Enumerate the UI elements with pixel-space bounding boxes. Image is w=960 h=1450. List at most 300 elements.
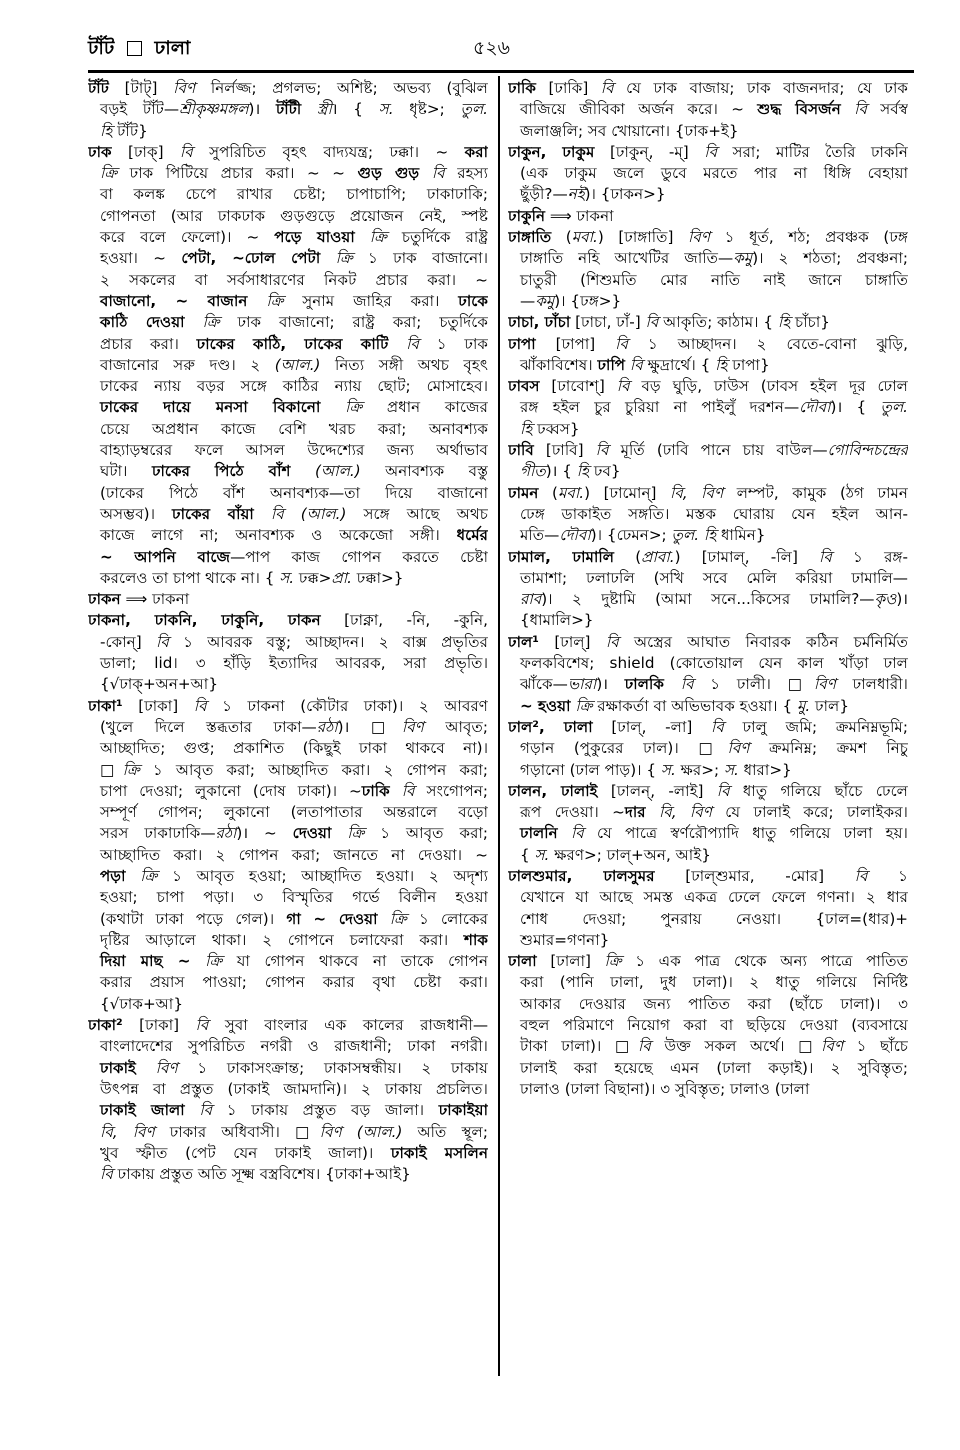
headword: ঢাকের কাঠি, ঢাকের কাটি [196, 334, 389, 353]
entry-first-line [508, 483, 908, 504]
definition-text: খুব স্ফীত (পেট যেন ঢাকাই জালা)। [100, 1143, 391, 1162]
definition-text: ১ ঢাক [418, 334, 488, 353]
entry-first-line [88, 1015, 488, 1036]
entry-continuation-line [88, 781, 488, 802]
grammar-label: বি [388, 334, 419, 353]
headword: ঢাকাই মসলিন [390, 1143, 488, 1162]
entry-first-line [508, 866, 908, 887]
entry-continuation-line [508, 930, 908, 951]
grammar-label: ক্রি [377, 909, 407, 928]
headword: ~ হওয়া [520, 696, 571, 715]
grammar-label: বি [557, 824, 584, 843]
definition-text: সঙ্গে আছে অথচ [346, 504, 488, 523]
definition-text: ঢালু জমি; ক্রমনিম্নভূমি; [723, 717, 908, 736]
grammar-label: বি [419, 164, 445, 183]
definition-text: বড় ঘুড়ি, ঢাউস (ঢাবস হইল দূর ঢোল [629, 377, 908, 396]
definition-text: ক্ষুদ্রার্থে। { [642, 355, 716, 374]
definition-text: )। □ [337, 717, 402, 736]
definition-text: গড়ান (পুকুরের ঢাল)। □ [520, 739, 728, 758]
headword: ঢাকের পিঠে বাঁশ [151, 462, 291, 481]
grammar-label: বি [195, 1016, 209, 1035]
definition-text: ১ ধূর্ত, শঠ; প্রবঞ্চক (ঢঙ্গ [710, 228, 908, 247]
headword: ~ আপনি বাজে [100, 547, 231, 566]
headword: ধর্মের [456, 526, 488, 545]
definition-text: (ঢাকের পিঠে বাঁশ অনাবশ্যক—তা দিয়ে বাজানো [100, 483, 488, 502]
headword: ঢাঙ্গাতি [508, 228, 552, 247]
definition-text: ক্রমনিম্ন; ক্রমশ নিচু [749, 739, 908, 758]
entry-continuation-line [88, 823, 488, 844]
grammar-label: রঠা [215, 824, 237, 843]
grammar-label: ক্রি [320, 249, 353, 268]
definition-text: ঢাক বাজানো; রাষ্ট্র করা; চতুর্দিকে [219, 313, 488, 332]
entry-continuation-line [508, 589, 908, 610]
entry-continuation-line [508, 99, 908, 120]
entry-continuation-line [88, 1143, 488, 1164]
grammar-label: বি [184, 1101, 213, 1120]
definition-text: রূপ দেওয়া। ~ [520, 803, 625, 822]
entry-continuation-line [508, 653, 908, 674]
headword: দিয়া মাছ ~ [100, 952, 191, 971]
definition-text: হওয়া; চাপা পড়া। ৩ বিস্মৃতির গর্ভে বিলীন হওয়া [100, 888, 488, 907]
definition-text: হওয়া। ~ [100, 249, 182, 268]
page-number: ৫২৬ [473, 37, 511, 59]
definition-text: যে ঢালাই করে; ঢালাইকর। [711, 803, 908, 822]
headword: ঢাকে [458, 291, 488, 310]
entry-first-line [508, 312, 908, 333]
dictionary-entry [508, 376, 908, 440]
definition-text: করলেও তা চাপা থাকে না। { [100, 568, 280, 587]
definition-text: [ঢালন্, -লাই] [597, 781, 717, 800]
grammar-label: বি [664, 675, 694, 694]
grammar-label: বি [840, 100, 867, 119]
entry-first-line [88, 610, 488, 631]
definition-text: [ঢাবোশ্] [539, 377, 617, 396]
grammar-label: ভারা [567, 675, 597, 694]
column-divider [498, 76, 500, 1376]
definition-text: বাহ্যাড়ম্বরের ফলে আসল উদ্দেশ্যের জন্য অর্থাভাব [100, 441, 488, 460]
grammar-label: স্ত্রী [301, 100, 332, 119]
entry-continuation-line [88, 227, 488, 248]
definition-text: নির্লজ্জ; প্রগলভ; অশিষ্ট; অভব্য (বুঝিল [195, 79, 488, 97]
headword: টাঁট [88, 79, 109, 97]
headword: শুদ্ধ বিসর্জন [757, 100, 841, 119]
grammar-label: দৌবা [799, 398, 831, 417]
grammar-label: ক্রি [331, 824, 365, 843]
grammar-label: ক্রি [570, 696, 593, 715]
grammar-label: হি [576, 462, 590, 481]
entry-continuation-line [88, 1122, 488, 1143]
entry-continuation-line [88, 397, 488, 418]
entry-continuation-line [508, 419, 908, 440]
entry-continuation-line [88, 525, 488, 546]
guide-word-separator-box-icon [127, 41, 142, 56]
definition-text: রঙ্গ হইল চুর চুরিয়া না পাইলুঁ দরশন— [520, 398, 800, 417]
definition-text: ১ এক পাত্র থেকে অন্য পাত্রে পাতিত [621, 952, 908, 971]
definition-text: )। {ঢঙ্গ>} [554, 291, 622, 310]
grammar-label: বিণ (আল.) [319, 1122, 403, 1141]
definition-text: ঢাপা} [727, 355, 770, 374]
definition-text: ঢক্কা>} [351, 568, 404, 587]
definition-text: বাজানোর সরু দণ্ড। ২ [100, 355, 275, 374]
dictionary-entry [88, 610, 488, 695]
grammar-label: বি [716, 781, 730, 800]
grammar-label: বি [711, 717, 724, 736]
headword: ঢাপা [508, 334, 536, 353]
entry-continuation-line [508, 163, 908, 184]
headword: ঢাক [88, 142, 112, 161]
definition-text: ঢেঙ্গ ডাকাইত সঙ্গতি। মস্তক ঘোরায় যেন হইল আন- [520, 504, 908, 523]
definition-text: ধামিন} [716, 526, 766, 545]
grammar-label: বি [645, 313, 659, 332]
entry-continuation-line [508, 291, 908, 312]
grammar-label: মবা. [557, 483, 585, 502]
grammar-label: ক্রি [125, 866, 158, 885]
definition-text: চাপা দেওয়া; লুকানো (দোষ ঢাকা)। ~ [100, 781, 362, 800]
definition-text: ঢাকের ন্যায় বড়র সঙ্গে কাঠির ন্যায় ছোট; মোসাহেব। [100, 377, 488, 396]
entry-first-line [508, 440, 908, 461]
entry-continuation-line [508, 1015, 908, 1036]
headword: ঢাকের দায়ে মনসা বিকানো [100, 398, 321, 417]
definition-text: ঝাঁকাবিশেষ। [520, 355, 598, 374]
definition-text: আচ্ছাদিত; গুপ্ত; প্রকাশিত (কিছুই ঢাকা থাকবে না)। [100, 739, 488, 758]
definition-text: ১ আচ্ছাদন। ২ বেতে-বোনা ঝুড়ি, [627, 334, 908, 353]
headword: ঢামন [508, 483, 539, 502]
definition-text: বাজিয়ে জীবিকা অর্জন করে। ~ [520, 100, 758, 119]
definition-text: সুবা বাংলার এক কালের রাজধানী— [208, 1016, 488, 1035]
definition-text: প্রচার করা। [100, 334, 197, 353]
last-guide-word: ঢালা [154, 37, 191, 59]
dictionary-entry [508, 866, 908, 951]
definition-text: [টাট্] [108, 79, 174, 97]
entry-continuation-line [88, 951, 488, 972]
definition-text: চাঁচা} [790, 313, 830, 332]
definition-text: আচ্ছাদিত করা। ২ গোপন করা; জানতে না দেওয়া। ~ [100, 845, 488, 864]
definition-text: শুমার=গণনা} [520, 930, 610, 949]
definition-text: ছুঁড়ী?— [520, 185, 568, 204]
definition-text: ডালা; lid। ৩ হাঁড়ি ইত্যাদির আবরক, সরা প্রভৃতি। [100, 654, 488, 673]
entry-continuation-line [88, 121, 488, 142]
dictionary-entry [508, 632, 908, 717]
entry-continuation-line [88, 483, 488, 504]
entry-first-line [508, 227, 908, 248]
entry-continuation-line [88, 419, 488, 440]
dictionary-entry [508, 440, 908, 483]
entry-continuation-line [88, 1058, 488, 1079]
entry-continuation-line [508, 525, 908, 546]
entry-continuation-line [508, 738, 908, 759]
definition-text: ঢব} [589, 462, 621, 481]
definition-text: )। [896, 590, 908, 609]
definition-text: [ঢাল্শুমার, -মোর] [654, 866, 855, 885]
entry-first-line [508, 951, 908, 972]
definition-text: [ঢাপা] [535, 334, 616, 353]
first-guide-word: টাঁট [88, 37, 115, 59]
definition-text: ১ ঢালী। □ [693, 675, 814, 694]
definition-text: ⟹ ঢাকনা [120, 590, 190, 609]
entry-continuation-line [88, 802, 488, 823]
entry-first-line [508, 334, 908, 355]
entry-continuation-line [88, 1036, 488, 1057]
grammar-label: রাব [520, 590, 542, 609]
dictionary-entry [508, 547, 908, 632]
definition-text: কাজে লাগে না; অনাবশ্যক ও অকেজো সঙ্গী। [100, 526, 457, 545]
grammar-label: বি [704, 142, 718, 161]
definition-text: জলাঞ্জলি; সব খোয়ানো। {ঢাক+ই} [520, 121, 739, 140]
definition-text: ধারা>} [738, 760, 792, 779]
definition-text: অনাবশ্যক বস্তু [360, 462, 488, 481]
entry-continuation-line [508, 760, 908, 781]
grammar-label: কৃও [874, 590, 897, 609]
definition-text: শোধ দেওয়া; পুনরায় নেওয়া। {ঢাল=(ধার)+ [520, 909, 908, 928]
entry-continuation-line [508, 802, 908, 823]
definition-text: {ধামালি>} [520, 611, 594, 630]
headword: করা [464, 142, 488, 161]
grammar-label: বিণ [727, 739, 750, 758]
headword: ঢাকি [508, 79, 536, 97]
definition-text: [ঢাকি] [535, 79, 601, 97]
definition-text: ⟹ ঢাকনা [545, 206, 614, 225]
grammar-label: বি [616, 377, 630, 396]
entry-first-line [508, 781, 908, 802]
grammar-label: তুল. [880, 398, 908, 417]
definition-text: অসম্ভব)। [100, 504, 173, 523]
definition-text: ১ আবৃত করা; আচ্ছাদিত করা। ২ গোপন করা; [139, 760, 488, 779]
definition-text: ঘটা। [100, 462, 152, 481]
dictionary-entry [88, 78, 488, 142]
grammar-label: বি [625, 355, 643, 374]
grammar-label: বিণ [688, 228, 710, 247]
entry-continuation-line [508, 1079, 908, 1100]
dictionary-entry [508, 142, 908, 206]
headword: পড়া [100, 866, 126, 885]
grammar-label: হি [100, 121, 113, 140]
definition-text: ঢাঙ্গাতি নহি আখেটির জাতি— [520, 249, 734, 268]
entry-continuation-line [88, 248, 488, 269]
definition-text: করে বলে ফেলো)। ~ [100, 228, 275, 247]
entry-continuation-line [88, 1100, 488, 1121]
definition-text: করা (পানি ঢালা, দুধ ঢালা)। ২ ধাতু গলিয়ে নির্দিষ্ট [520, 973, 908, 992]
grammar-label: স. [660, 760, 676, 779]
entry-continuation-line [508, 184, 908, 205]
definition-text: । { [331, 100, 379, 119]
entry-continuation-line [88, 440, 488, 461]
entry-first-line [508, 376, 908, 397]
dictionary-entry [508, 951, 908, 1100]
entry-continuation-line [88, 461, 488, 482]
definition-text: ঢালাও (ঢালা বিছানা)। ৩ সুবিস্তৃত; ঢালাও (ঢালা [520, 1079, 810, 1098]
entry-continuation-line [88, 547, 488, 568]
definition-text: )। { [830, 398, 881, 417]
definition-text: বা কলঙ্ক চেপে রাখার চেষ্টা; চাপাচাপি; ঢাকাঢাকি; [100, 185, 488, 204]
definition-text: আকার দেওয়ার জন্য পাতিত করা (ছাঁচে ঢালা)। ৩ [520, 994, 908, 1013]
definition-text: তামাশা; ঢলাঢলি (সখি সবে মেলি করিয়া ঢামালি— [520, 568, 908, 587]
entry-first-line [508, 717, 908, 738]
grammar-label: ক্রি [100, 164, 118, 183]
grammar-label: মবা. [571, 228, 598, 247]
dictionary-entry [88, 589, 488, 610]
entry-continuation-line [88, 632, 488, 653]
entry-continuation-line [88, 653, 488, 674]
entry-first-line [508, 547, 908, 568]
definition-text: ২ সকলের বা সর্বসাধারণের নিকট প্রচার করা। ~ [100, 270, 488, 289]
entry-first-line [88, 142, 488, 163]
entry-continuation-line [88, 312, 488, 333]
definition-text: □ [100, 760, 123, 779]
entry-continuation-line [508, 1058, 908, 1079]
entry-continuation-line [88, 866, 488, 887]
definition-text: আবৃত; [423, 717, 488, 736]
definition-text: বড়ই টাঁট— [100, 100, 180, 119]
entry-continuation-line [88, 99, 488, 120]
definition-text: [ঢাচা, ঢাঁ-] [570, 313, 646, 332]
headword: ঢাপি [597, 355, 626, 374]
headword: গা ~ দেওয়া [286, 909, 378, 928]
grammar-label: বিণ [135, 1058, 178, 1077]
grammar-label: বি, বিণ [670, 483, 724, 502]
grammar-label: বি, বিণ [100, 1122, 155, 1141]
left-column [88, 78, 488, 1185]
entry-continuation-line [88, 930, 488, 951]
definition-text: গোপনতা (আর ঢাকঢাক গুড়গুড়ে প্রয়োজন নেই, স্পষ্ট [100, 206, 488, 225]
definition-text: ১ ঢাকাসংক্রান্ত; ঢাকাসম্বন্ধীয়। ২ ঢাকায় [177, 1058, 488, 1077]
grammar-label: বি [600, 79, 614, 97]
definition-text: ) [ঢামোন্] [584, 483, 670, 502]
entry-continuation-line [88, 674, 488, 695]
definition-text: মূর্তি (ঢাবি পানে চায় বাউল— [608, 441, 828, 460]
entry-continuation-line [508, 568, 908, 589]
definition-text: সম্পূর্ণ গোপন; লুকানো (লতাপাতার অন্তরালে বড়ো [100, 803, 488, 822]
definition-text: ১ আবরক বস্তু; আচ্ছাদন। ২ বাক্স প্রভৃতির [168, 632, 488, 651]
definition-text: ) [ঢামাল্, -লি] [674, 547, 820, 566]
entry-continuation-line [508, 610, 908, 631]
definition-text: গড়ানো (ঢাল পাড়)। { [520, 760, 661, 779]
definition-text: যা গোপন থাকবে না তাকে গোপন [222, 952, 488, 971]
definition-text: )। {ঢেমন>; [590, 526, 672, 545]
entry-continuation-line [88, 163, 488, 184]
definition-text: )। ২ শঠতা; প্রবঞ্চনা; [752, 249, 908, 268]
headword: ঢাল¹ [508, 632, 539, 651]
right-column [508, 78, 908, 1100]
entry-first-line [88, 78, 488, 99]
definition-text: )। [596, 675, 625, 694]
grammar-label: বি [193, 696, 207, 715]
headword: ঢাকাই জালা [100, 1101, 185, 1120]
dictionary-entry [88, 696, 488, 1015]
definition-text: ১ আবৃত হওয়া; আচ্ছাদিত হওয়া। ২ অদৃশ্য [157, 866, 488, 885]
grammar-label: ক্রি [320, 398, 363, 417]
definition-text: চতুর্দিকে রাষ্ট্র [386, 228, 488, 247]
headword: ঢাকের বাঁয়া [172, 504, 254, 523]
definition-text: )। [248, 100, 276, 119]
definition-text: )। ২ দুষ্টামি (আমা সনে...কিসের ঢামালি?— [541, 590, 875, 609]
entry-continuation-line [508, 248, 908, 269]
grammar-label: বিণ [173, 79, 196, 97]
entry-continuation-line [508, 887, 908, 908]
headword: ঢালকি [624, 675, 665, 694]
entry-continuation-line [88, 760, 488, 781]
grammar-label: হি [777, 313, 791, 332]
definition-text: {√ঢাক+আ} [100, 994, 184, 1013]
entry-continuation-line [88, 717, 488, 738]
entry-continuation-line [508, 504, 908, 525]
definition-text: যে ঢাক বাজায়; ঢাক বাজনদার; যে ঢাক [613, 79, 908, 97]
entry-continuation-line [88, 504, 488, 525]
dictionary-entry [508, 334, 908, 377]
dictionary-entry [508, 206, 908, 227]
definition-text: ক্ষর>; [675, 760, 724, 779]
grammar-label: হি [520, 419, 533, 438]
headword: ঢাকি [361, 781, 390, 800]
definition-text: ১ ঢাক বাজানো। [352, 249, 488, 268]
definition-text: (খুলে দিলে স্তব্ধতার ঢাকা— [100, 717, 317, 736]
grammar-label: বি [854, 866, 868, 885]
definition-text: সরা; মাটির তৈরি ঢাকনি [717, 142, 908, 161]
definition-text: (এক ঢাকুম জলে ডুবে মরতে পার না ধিঙ্গি বেহায়া [520, 164, 908, 183]
grammar-label: বি [637, 1037, 651, 1056]
grammar-label: (আল.) [290, 462, 361, 481]
entry-continuation-line [88, 994, 488, 1015]
definition-text: যে পাত্রে স্বর্ণরৌপ্যাদি ধাতু গলিয়ে ঢালা হয়। [583, 824, 908, 843]
definition-text: {√ঢাক্+অন+আ} [100, 675, 219, 694]
entry-continuation-line [88, 972, 488, 993]
headword: ঢাকুন, ঢাকুম [508, 142, 595, 161]
grammar-label: বি [100, 1165, 113, 1184]
entry-continuation-line [508, 355, 908, 376]
entry-continuation-line [508, 270, 908, 291]
dictionary-entry [508, 717, 908, 781]
grammar-label: তুল. [460, 100, 488, 119]
definition-text: নিত্য সঙ্গী অথচ বৃহৎ [320, 355, 488, 374]
headword: ঢাকুনি [508, 206, 546, 225]
grammar-label: বিণ [401, 717, 424, 736]
entry-continuation-line [508, 823, 908, 844]
grammar-label: স. [378, 100, 394, 119]
grammar-label: (আল.) [274, 355, 321, 374]
headword: পেটা, ~ঢোল পেটা [181, 249, 321, 268]
entry-continuation-line [508, 121, 908, 142]
definition-text: ঝাঁকে— [520, 675, 568, 694]
grammar-label: স. [534, 845, 550, 864]
entry-continuation-line [508, 674, 908, 695]
definition-text: ঢাল} [810, 696, 850, 715]
entry-continuation-line [508, 461, 908, 482]
definition-text: অতি স্থূল; [402, 1122, 488, 1141]
grammar-label: বি [819, 547, 832, 566]
entry-continuation-line [88, 845, 488, 866]
definition-text: সংগোপন; [414, 781, 488, 800]
definition-text: ঢাকার অধিবাসী। □ [154, 1122, 320, 1141]
headword: ঢাবি [508, 441, 534, 460]
definition-text: সরস ঢাকাঢাকি— [100, 824, 216, 843]
definition-text: [ঢাক্] [111, 142, 180, 161]
definition-text: ১ লোকের [406, 909, 488, 928]
grammar-label: ক্রি [604, 952, 622, 971]
entry-first-line [88, 696, 488, 717]
entry-continuation-line [508, 845, 908, 866]
grammar-label: বি [179, 142, 193, 161]
grammar-label: নই [567, 185, 585, 204]
definition-text: ধৃষ্ট>; [393, 100, 461, 119]
grammar-label: বি [605, 632, 619, 651]
grammar-label: বি [389, 781, 415, 800]
headword: ঢাকনা, ঢাকনি, ঢাকুনি, ঢাকন [88, 611, 321, 630]
definition-text: সর্বস্ব [866, 100, 908, 119]
dictionary-entry [88, 1015, 488, 1185]
definition-text: -কোন্] [100, 632, 156, 651]
grammar-label: দৌবা [559, 526, 591, 545]
definition-text: ১ আবৃত করা; [364, 824, 488, 843]
guide-words [88, 34, 190, 66]
